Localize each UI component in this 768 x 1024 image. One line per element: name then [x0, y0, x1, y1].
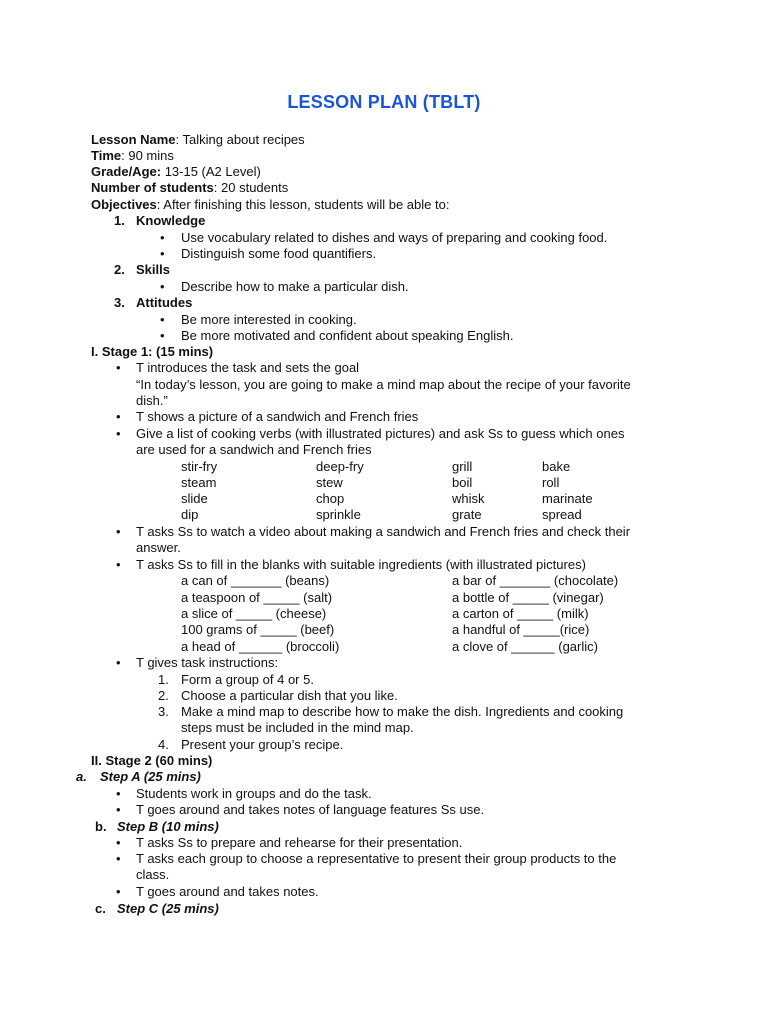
verb-cell: slide: [181, 491, 208, 506]
objective-heading-attitudes: Attitudes: [136, 295, 193, 310]
bullet-icon: •: [116, 802, 121, 817]
students-line: [91, 180, 288, 196]
quantifier-cell: a can of _______ (beans): [181, 573, 330, 588]
students-value: : 20 students: [213, 180, 289, 195]
quantifier-cell: a handful of _____(rice): [452, 622, 590, 637]
lesson-name-label: Lesson Name: [91, 132, 176, 147]
stage1-item: T introduces the task and sets the goal: [136, 360, 360, 375]
stage1-item: Give a list of cooking verbs (with illustrated pictures) and ask Ss to guess which ones: [136, 426, 625, 441]
time-line: [91, 148, 174, 164]
bullet-icon: •: [116, 426, 121, 441]
stage1-item: T shows a picture of a sandwich and French fries: [136, 409, 419, 424]
stage1-quote-line: dish.”: [136, 393, 168, 408]
verb-cell: sprinkle: [316, 507, 361, 522]
verb-cell: boil: [452, 475, 473, 490]
stage1-item: T asks Ss to fill in the blanks with suitable ingredients (with illustrated pictures): [136, 557, 586, 572]
stage1-quote-line: “In today’s lesson, you are going to make a mind map about the recipe of your favorite: [136, 377, 631, 392]
lesson-name-line: [91, 132, 305, 148]
instruction-item: Form a group of 4 or 5.: [181, 672, 314, 687]
bullet-icon: •: [116, 360, 121, 375]
objective-item: Describe how to make a particular dish.: [181, 279, 409, 294]
step-b-item: T goes around and takes notes.: [136, 884, 319, 899]
quantifier-cell: a clove of ______ (garlic): [452, 639, 598, 654]
objectives-line: [91, 197, 449, 213]
instruction-item: Make a mind map to describe how to make the dish. Ingredients and cooking: [181, 704, 624, 719]
bullet-icon: •: [160, 312, 165, 327]
verb-cell: dip: [181, 507, 199, 522]
instruction-number: 3.: [158, 704, 169, 719]
verb-cell: marinate: [542, 491, 593, 506]
page-title: LESSON PLAN (TBLT): [287, 92, 481, 112]
verb-cell: roll: [542, 475, 560, 490]
objectives-label: Objectives: [91, 197, 157, 212]
stage1-item-cont: are used for a sandwich and French fries: [136, 442, 372, 457]
bullet-icon: •: [116, 835, 121, 850]
step-b-heading: Step B (10 mins): [117, 819, 219, 834]
lesson-name-value: : Talking about recipes: [175, 132, 305, 147]
quantifier-cell: a bottle of _____ (vinegar): [452, 590, 604, 605]
verb-cell: grate: [452, 507, 482, 522]
step-a-label: a.: [76, 769, 87, 784]
stage1-item-cont: answer.: [136, 540, 181, 555]
stage1-item: T gives task instructions:: [136, 655, 279, 670]
objective-item: Distinguish some food quantifiers.: [181, 246, 377, 261]
time-value: : 90 mins: [121, 148, 174, 163]
step-a-heading: Step A (25 mins): [100, 769, 201, 784]
bullet-icon: •: [160, 279, 165, 294]
objective-number: 3.: [114, 295, 125, 310]
quantifier-cell: a teaspoon of _____ (salt): [181, 590, 333, 605]
step-b-label: b.: [95, 819, 107, 834]
step-b-item: T asks Ss to prepare and rehearse for their presentation.: [136, 835, 463, 850]
bullet-icon: •: [160, 246, 165, 261]
bullet-icon: •: [160, 230, 165, 245]
verb-cell: chop: [316, 491, 345, 506]
grade-line: [91, 164, 261, 180]
objective-number: 1.: [114, 213, 125, 228]
objective-number: 2.: [114, 262, 125, 277]
grade-value: 13-15 (A2 Level): [161, 164, 261, 179]
step-a-item: T goes around and takes notes of language features Ss use.: [136, 802, 485, 817]
verb-cell: deep-fry: [316, 459, 364, 474]
quantifier-cell: a head of ______ (broccoli): [181, 639, 340, 654]
verb-cell: stir-fry: [181, 459, 218, 474]
bullet-icon: •: [116, 851, 121, 866]
verb-cell: steam: [181, 475, 217, 490]
verb-cell: stew: [316, 475, 343, 490]
bullet-icon: •: [116, 786, 121, 801]
objective-heading-skills: Skills: [136, 262, 170, 277]
bullet-icon: •: [116, 409, 121, 424]
grade-label: Grade/Age:: [91, 164, 162, 179]
objective-item: Be more interested in cooking.: [181, 312, 357, 327]
time-label: Time: [91, 148, 122, 163]
step-a-item: Students work in groups and do the task.: [136, 786, 372, 801]
bullet-icon: •: [116, 557, 121, 572]
objective-item: Use vocabulary related to dishes and ways of preparing and cooking food.: [181, 230, 608, 245]
objective-item: Be more motivated and confident about speaking English.: [181, 328, 514, 343]
bullet-icon: •: [116, 524, 121, 539]
verb-cell: spread: [542, 507, 582, 522]
stage2-heading: II. Stage 2 (60 mins): [91, 753, 213, 768]
bullet-icon: •: [116, 884, 121, 899]
students-label: Number of students: [91, 180, 214, 195]
instruction-item: Present your group’s recipe.: [181, 737, 344, 752]
step-b-item-cont: class.: [136, 867, 170, 882]
instruction-item-cont: steps must be included in the mind map.: [181, 720, 414, 735]
step-c-heading: Step C (25 mins): [117, 901, 219, 916]
stage1-item: T asks Ss to watch a video about making a sandwich and French fries and check their: [136, 524, 631, 539]
bullet-icon: •: [160, 328, 165, 343]
quantifier-cell: 100 grams of _____ (beef): [181, 622, 335, 637]
instruction-item: Choose a particular dish that you like.: [181, 688, 398, 703]
bullet-icon: •: [116, 655, 121, 670]
verb-cell: grill: [452, 459, 473, 474]
quantifier-cell: a slice of _____ (cheese): [181, 606, 327, 621]
verb-cell: bake: [542, 459, 571, 474]
objectives-value: : After finishing this lesson, students will be able to:: [156, 197, 450, 212]
step-b-item: T asks each group to choose a representative to present their group products to the: [136, 851, 617, 866]
step-c-label: c.: [95, 901, 106, 916]
instruction-number: 1.: [158, 672, 169, 687]
quantifier-cell: a bar of _______ (chocolate): [452, 573, 619, 588]
instruction-number: 2.: [158, 688, 169, 703]
quantifier-cell: a carton of _____ (milk): [452, 606, 589, 621]
objective-heading-knowledge: Knowledge: [136, 213, 206, 228]
instruction-number: 4.: [158, 737, 169, 752]
verb-cell: whisk: [452, 491, 485, 506]
stage1-heading: I. Stage 1: (15 mins): [91, 344, 214, 359]
